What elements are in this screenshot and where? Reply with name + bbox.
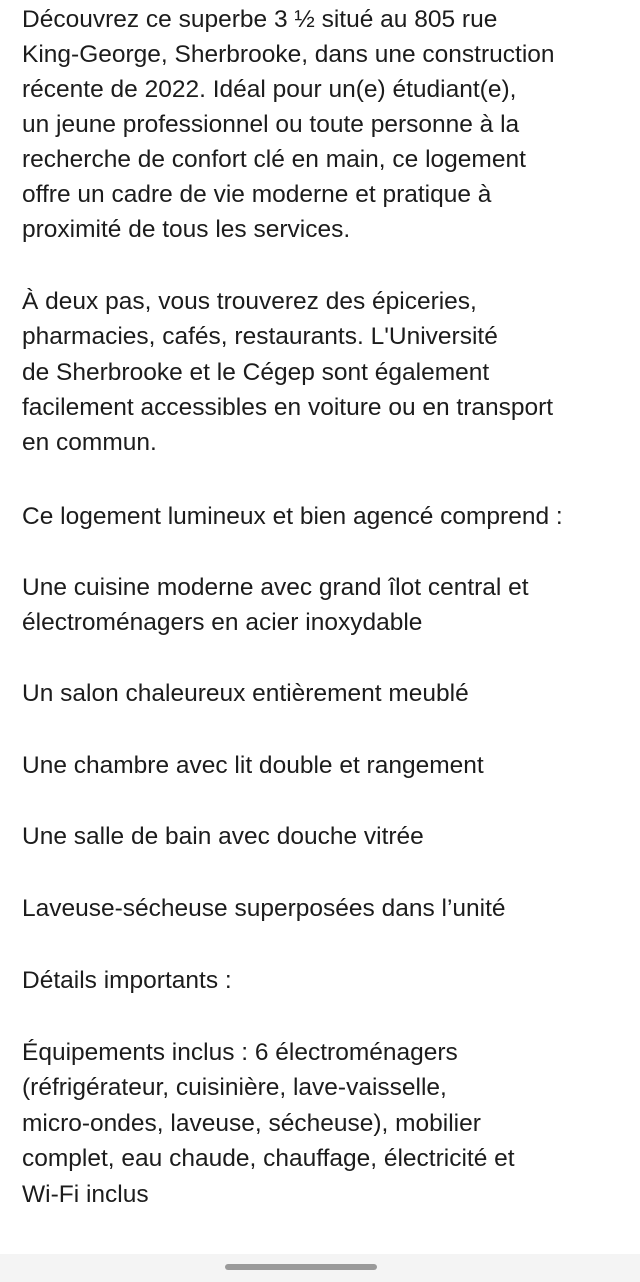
feature-kitchen: électroménagers en acier inoxydable: [22, 609, 423, 636]
system-navigation-bar: [0, 1254, 640, 1282]
home-gesture-handle[interactable]: [225, 1264, 377, 1270]
description-line: recherche de confort clé en main, ce logement: [22, 146, 526, 173]
feature-kitchen: Une cuisine moderne avec grand îlot central et: [22, 574, 529, 601]
description-line: un jeune professionnel ou toute personne à la: [22, 111, 520, 138]
feature-living-room: Un salon chaleureux entièrement meublé: [22, 680, 469, 707]
description-line: À deux pas, vous trouverez des épiceries,: [22, 288, 477, 315]
feature-bedroom: Une chambre avec lit double et rangement: [22, 752, 484, 779]
description-line: récente de 2022. Idéal pour un(e) étudiant(e),: [22, 76, 517, 103]
details-heading: Détails importants :: [22, 967, 232, 994]
feature-bathroom: Une salle de bain avec douche vitrée: [22, 823, 424, 850]
feature-laundry: Laveuse-sécheuse superposées dans l’unité: [22, 895, 506, 922]
equipment-line: complet, eau chaude, chauffage, électricité et: [22, 1145, 515, 1172]
description-line: pharmacies, cafés, restaurants. L'Université: [22, 323, 498, 350]
description-line: Découvrez ce superbe 3 ½ situé au 805 rue: [22, 6, 498, 33]
features-intro: Ce logement lumineux et bien agencé comprend :: [22, 503, 563, 530]
equipment-line: Wi-Fi inclus: [22, 1181, 149, 1208]
description-line: en commun.: [22, 429, 157, 456]
equipment-line: (réfrigérateur, cuisinière, lave-vaisselle,: [22, 1074, 447, 1101]
description-line: King-George, Sherbrooke, dans une construction: [22, 41, 555, 68]
description-line: proximité de tous les services.: [22, 216, 351, 243]
description-line: facilement accessibles en voiture ou en transport: [22, 394, 554, 421]
equipment-line: micro-ondes, laveuse, sécheuse), mobilier: [22, 1110, 481, 1137]
description-line: de Sherbrooke et le Cégep sont également: [22, 359, 490, 386]
description-line: offre un cadre de vie moderne et pratique à: [22, 181, 492, 208]
equipment-line: Équipements inclus : 6 électroménagers: [22, 1039, 458, 1066]
